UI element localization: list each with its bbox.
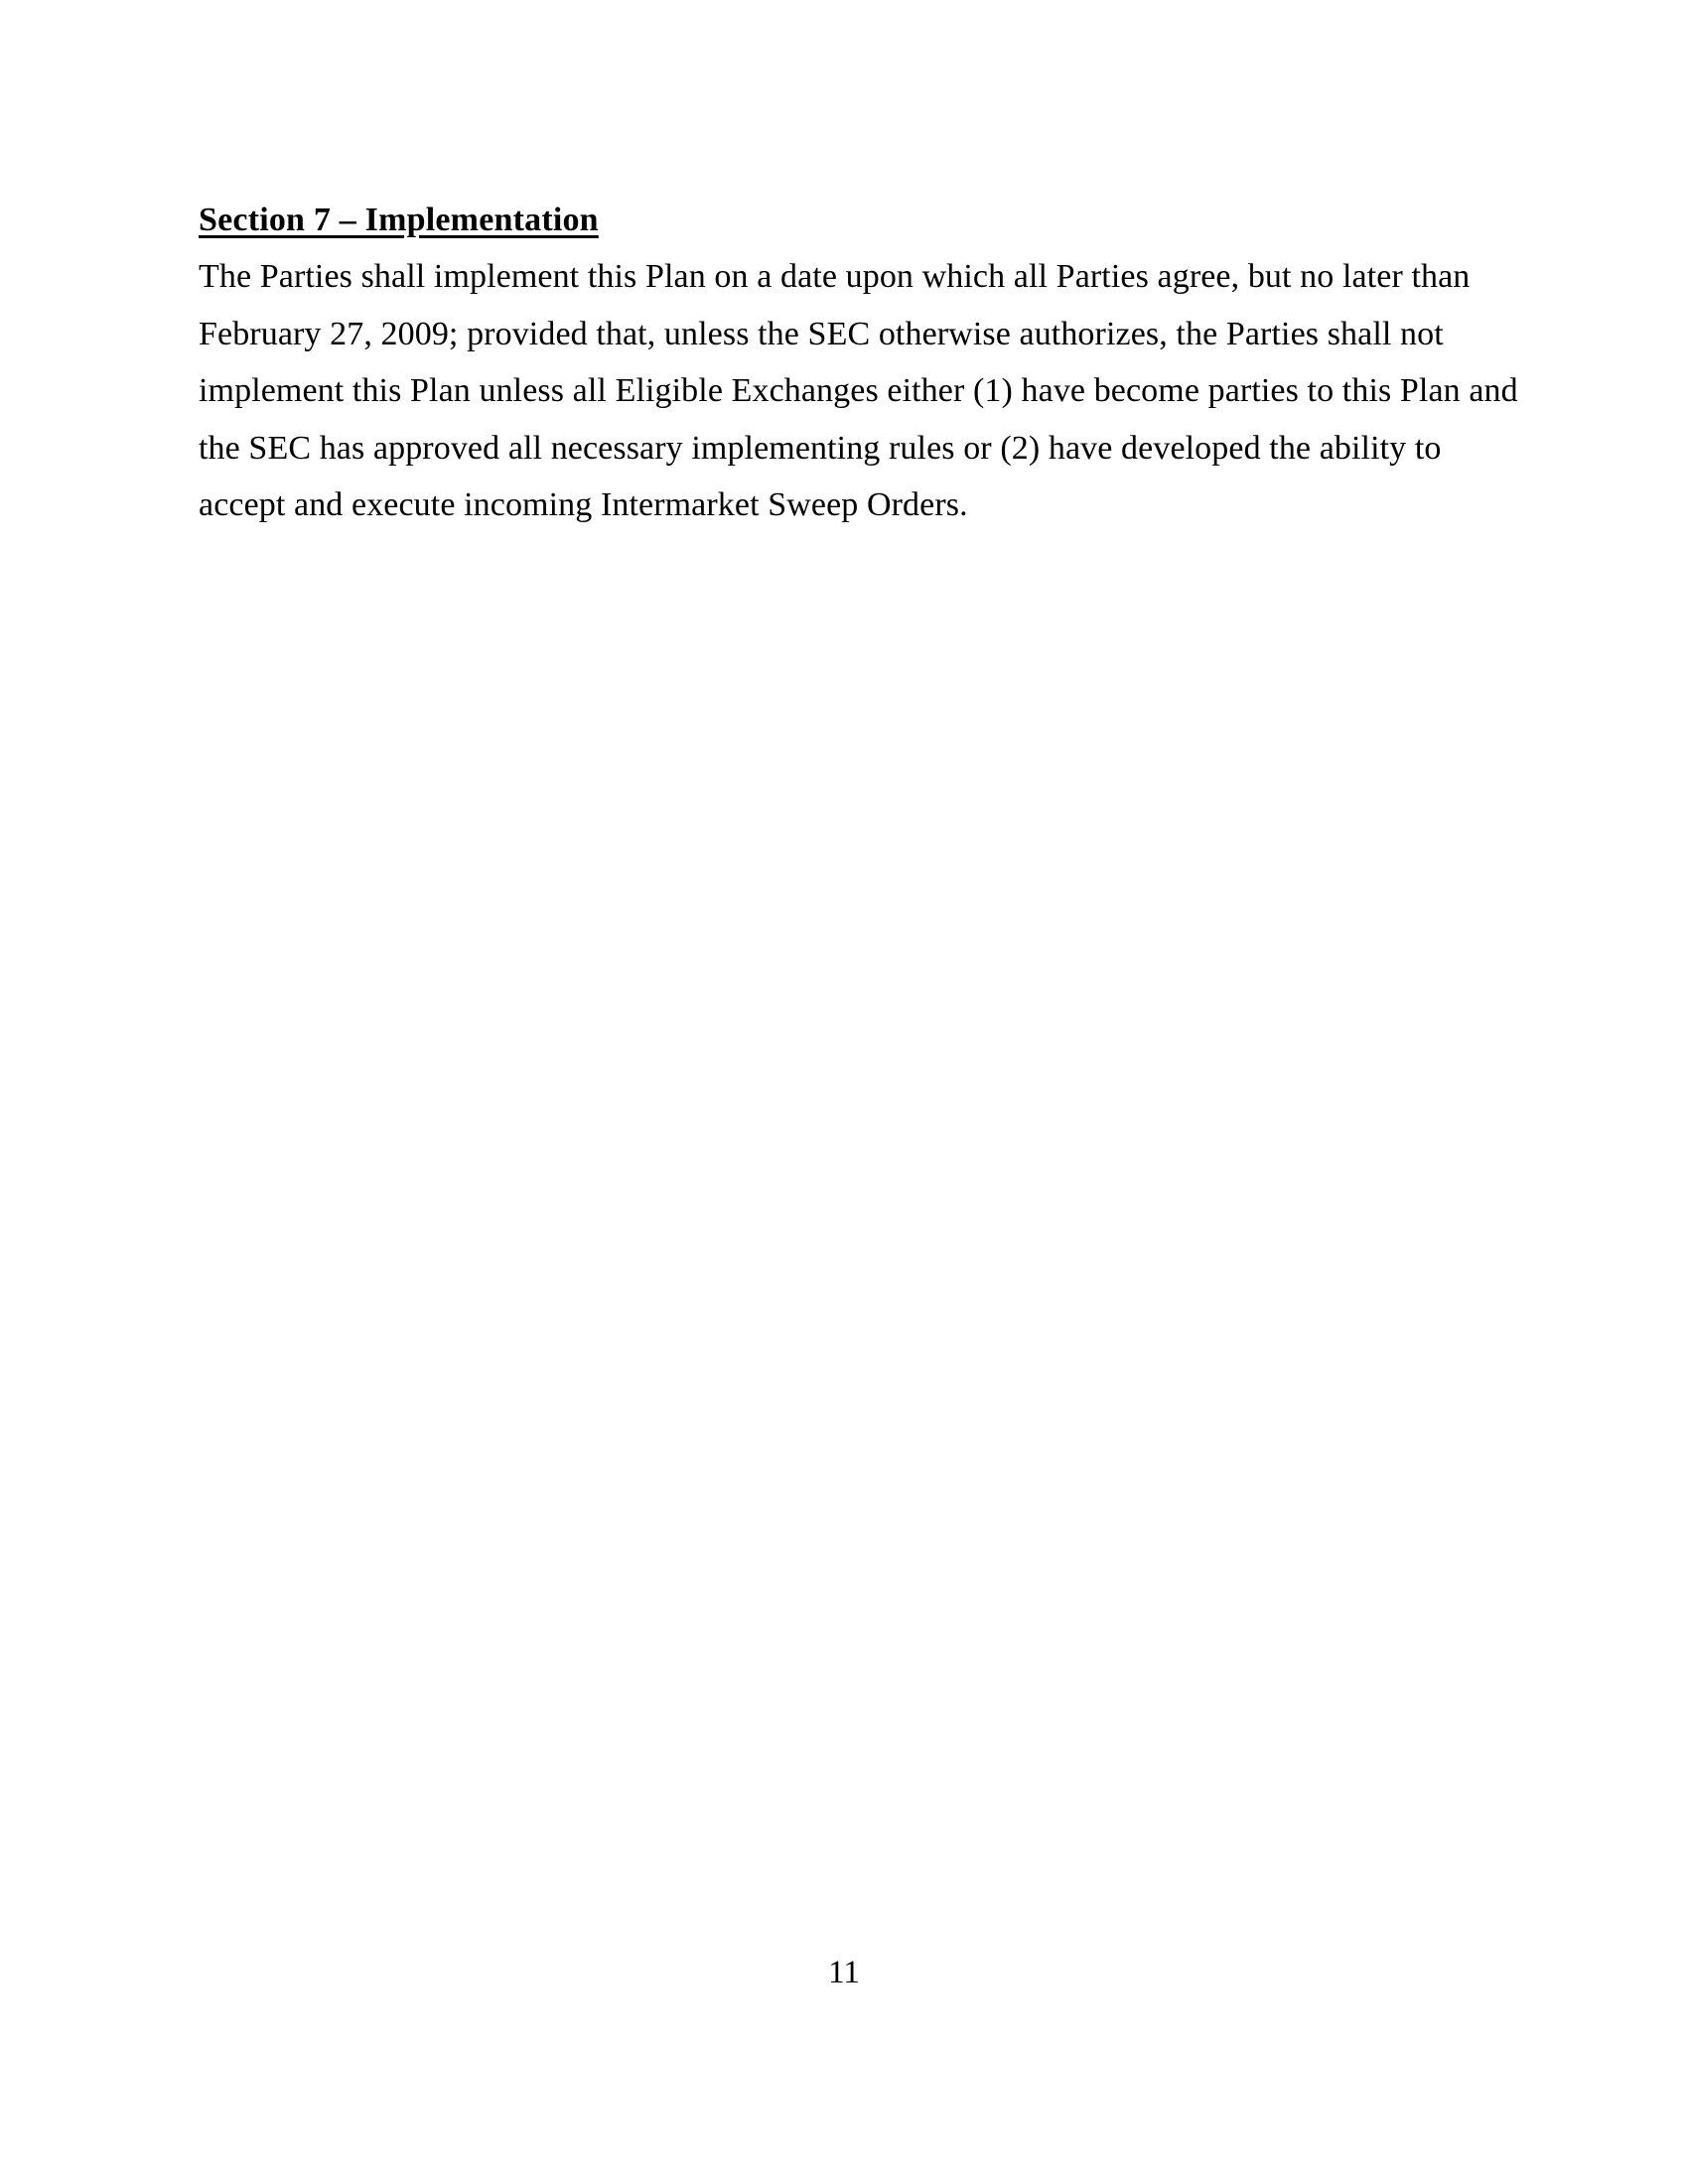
paragraph-line: implement this Plan unless all Eligible Exchanges either (1) have become parties to this Plan and (199, 372, 1518, 409)
paragraph-line: February 27, 2009; provided that, unless the SEC otherwise authorizes, the Parties shall not (199, 315, 1444, 352)
paragraph-line: The Parties shall implement this Plan on a date upon which all Parties agree, but no later than (199, 258, 1471, 295)
paragraph-line: accept and execute incoming Intermarket Sweep Orders. (199, 486, 968, 523)
page-number: 11 (828, 1955, 860, 1990)
section-heading: Section 7 – Implementation (199, 202, 599, 238)
paragraph-line: the SEC has approved all necessary implementing rules or (2) have developed the ability to (199, 429, 1442, 467)
body-paragraph (199, 248, 1518, 534)
